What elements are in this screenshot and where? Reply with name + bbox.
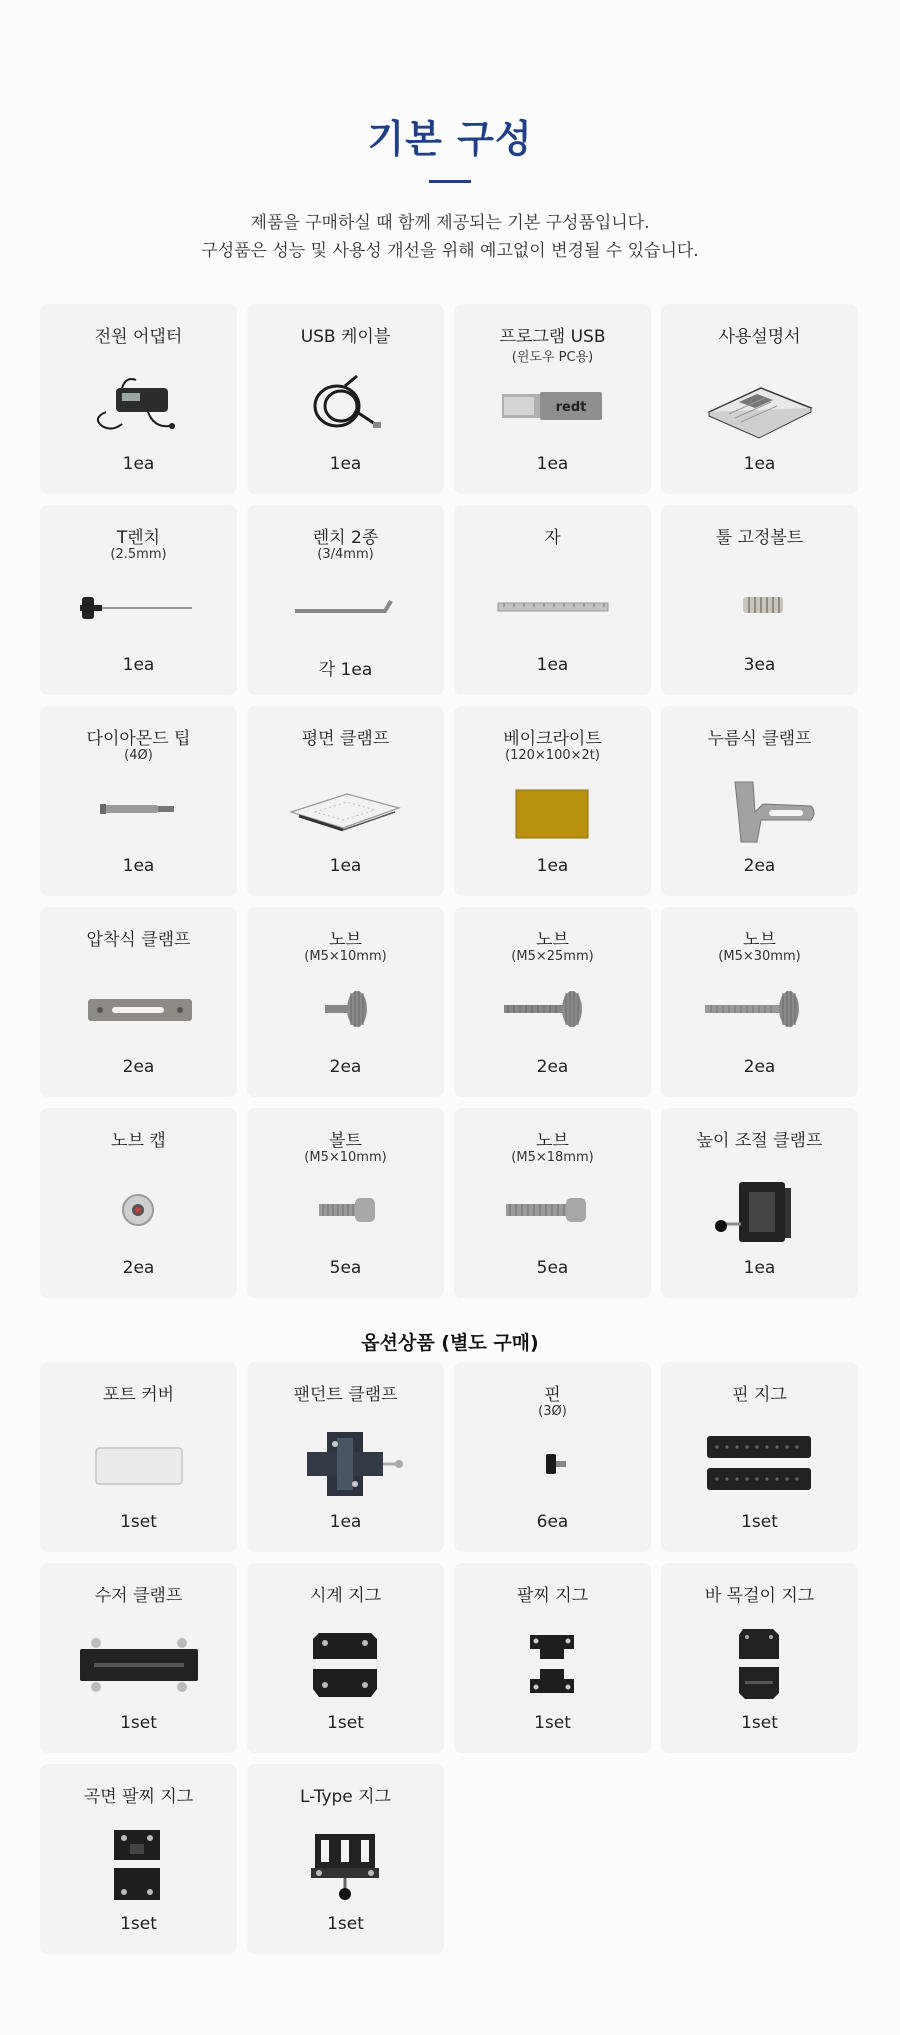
diamond-tip-icon: [78, 768, 199, 844]
product-name: L-Type 지그: [299, 1787, 392, 1807]
product-spec: (120×100×2t): [505, 748, 600, 763]
product-name: 다이아몬드 팁: [86, 729, 191, 749]
bakelite-plate-icon: [492, 768, 613, 844]
product-name: 팔찌 지그: [516, 1586, 589, 1606]
knob-cap-icon: [78, 1170, 199, 1246]
product-quantity: 2ea: [536, 1057, 569, 1077]
product-card: [454, 907, 651, 1097]
product-quantity: 1set: [120, 1512, 157, 1532]
product-name: USB 케이블: [300, 327, 391, 347]
product-quantity: 1set: [120, 1713, 157, 1733]
spoon-clamp-icon: [78, 1625, 199, 1701]
product-card: [454, 505, 651, 695]
product-quantity: 1set: [741, 1713, 778, 1733]
power-adapter-icon: [78, 366, 199, 442]
usb-cable-icon: [285, 366, 406, 442]
product-card: [454, 1563, 651, 1753]
product-quantity: 1ea: [743, 1258, 776, 1278]
product-quantity: 2ea: [122, 1057, 155, 1077]
product-name: 툴 고정볼트: [715, 528, 804, 548]
product-name: 팬던트 클램프: [293, 1385, 398, 1405]
manual-icon: [699, 366, 820, 442]
product-card: [454, 1108, 651, 1298]
product-quantity: 3ea: [743, 655, 776, 675]
product-card: [661, 304, 858, 494]
product-quantity: 1ea: [329, 856, 362, 876]
product-quantity: 1ea: [329, 454, 362, 474]
flat-clamp-icon: [285, 768, 406, 844]
product-name: 누름식 클램프: [707, 729, 812, 749]
product-card: [661, 907, 858, 1097]
product-name: 베이크라이트: [503, 729, 602, 749]
product-quantity: 1set: [534, 1713, 571, 1733]
ruler-icon: [492, 567, 613, 643]
product-spec: (M5×25mm): [511, 949, 594, 964]
product-quantity: 1set: [120, 1914, 157, 1934]
t-wrench-icon: [78, 567, 199, 643]
pin-icon: [492, 1424, 613, 1500]
product-name: 사용설명서: [718, 327, 801, 347]
product-card: [247, 1563, 444, 1753]
product-name: 렌치 2종: [312, 528, 379, 548]
bracelet-jig-icon: [492, 1625, 613, 1701]
product-card: [247, 706, 444, 896]
product-name: 곡면 팔찌 지그: [83, 1787, 194, 1807]
product-name: 노브: [743, 930, 776, 950]
product-card: [661, 1108, 858, 1298]
product-card: [247, 1108, 444, 1298]
press-clamp-icon: [699, 768, 820, 844]
product-card: [454, 1362, 651, 1552]
product-name: 노브: [536, 1131, 569, 1151]
product-card: [40, 304, 237, 494]
title-divider: [429, 180, 471, 183]
product-card: [40, 706, 237, 896]
product-quantity: 5ea: [329, 1258, 362, 1278]
l-type-jig-icon: [285, 1826, 406, 1902]
product-card: [247, 1764, 444, 1954]
product-card: [247, 304, 444, 494]
product-spec: (3/4mm): [317, 547, 374, 562]
product-quantity: 6ea: [536, 1512, 569, 1532]
product-quantity: 2ea: [743, 1057, 776, 1077]
product-quantity: 1ea: [743, 454, 776, 474]
product-quantity: 1set: [327, 1914, 364, 1934]
product-quantity: 각 1ea: [318, 660, 373, 680]
product-name: 높이 조절 클램프: [696, 1131, 823, 1151]
port-cover-icon: [78, 1424, 199, 1500]
product-card: [661, 706, 858, 896]
product-spec: (2.5mm): [110, 547, 167, 562]
usb-logo-text: redt: [555, 400, 587, 415]
product-spec: (M5×30mm): [718, 949, 801, 964]
product-name: 핀 지그: [732, 1385, 787, 1405]
product-name: 볼트: [329, 1131, 362, 1151]
product-spec: (윈도우 PC용): [511, 350, 594, 365]
subtitle-line-1: 제품을 구매하실 때 함께 제공되는 기본 구성품입니다.: [250, 213, 650, 233]
product-quantity: 1ea: [536, 655, 569, 675]
product-quantity: 1set: [327, 1713, 364, 1733]
product-card: [247, 1362, 444, 1552]
product-spec: (M5×18mm): [511, 1150, 594, 1165]
product-quantity: 2ea: [329, 1057, 362, 1077]
hex-wrench-icon: [285, 567, 406, 643]
product-name: 핀: [544, 1385, 561, 1405]
page-title: 기본 구성: [367, 117, 533, 161]
product-name: 수저 클램프: [94, 1586, 183, 1606]
height-clamp-icon: [699, 1170, 820, 1246]
curved-bracelet-jig-icon: [78, 1826, 199, 1902]
product-name: 시계 지그: [309, 1586, 382, 1606]
product-name: 노브 캡: [111, 1131, 166, 1151]
product-name: 노브: [329, 930, 362, 950]
product-card: [40, 1563, 237, 1753]
product-quantity: 1ea: [329, 1512, 362, 1532]
product-name: 포트 커버: [102, 1385, 175, 1405]
product-quantity: 1set: [741, 1512, 778, 1532]
product-quantity: 1ea: [536, 856, 569, 876]
product-quantity: 2ea: [743, 856, 776, 876]
product-name: 평면 클램프: [301, 729, 390, 749]
usb-drive-icon: [492, 366, 613, 442]
watch-jig-icon: [285, 1625, 406, 1701]
product-card: [40, 1764, 237, 1954]
subtitle-line-2: 구성품은 성능 및 사용성 개선을 위해 예고없이 변경될 수 있습니다.: [201, 241, 699, 261]
compression-clamp-icon: [78, 969, 199, 1045]
product-name: T렌치: [116, 528, 161, 548]
bar-necklace-jig-icon: [699, 1625, 820, 1701]
product-spec: (M5×10mm): [304, 1150, 387, 1165]
bolt-long-icon: [492, 1170, 613, 1246]
knob-long-icon: [699, 969, 820, 1045]
product-card: [247, 505, 444, 695]
product-card: [247, 907, 444, 1097]
product-card: [40, 1362, 237, 1552]
product-quantity: 1ea: [536, 454, 569, 474]
product-card: [661, 1362, 858, 1552]
product-card: [454, 706, 651, 896]
product-spec: (3Ø): [538, 1404, 567, 1419]
product-quantity: 1ea: [122, 655, 155, 675]
product-card: [661, 1563, 858, 1753]
product-card: [40, 907, 237, 1097]
product-quantity: 1ea: [122, 454, 155, 474]
product-name: 전원 어댑터: [94, 327, 183, 347]
product-name: 프로그램 USB: [499, 327, 606, 347]
pendant-clamp-icon: [285, 1424, 406, 1500]
knob-medium-icon: [492, 969, 613, 1045]
product-name: 자: [544, 528, 561, 548]
optional-section-title: 옵션상품 (별도 구매): [361, 1332, 539, 1354]
product-quantity: 1ea: [122, 856, 155, 876]
product-card: [40, 505, 237, 695]
product-name: 압착식 클램프: [86, 930, 191, 950]
product-quantity: 2ea: [122, 1258, 155, 1278]
knob-short-icon: [285, 969, 406, 1045]
product-name: 노브: [536, 930, 569, 950]
product-card: [661, 505, 858, 695]
set-screw-icon: [699, 567, 820, 643]
bolt-short-icon: [285, 1170, 406, 1246]
product-card: [454, 304, 651, 494]
pin-jig-icon: [699, 1424, 820, 1500]
product-spec: (M5×10mm): [304, 949, 387, 964]
product-card: [40, 1108, 237, 1298]
product-spec: (4Ø): [124, 748, 153, 763]
product-name: 바 목걸이 지그: [704, 1586, 815, 1606]
product-quantity: 5ea: [536, 1258, 569, 1278]
